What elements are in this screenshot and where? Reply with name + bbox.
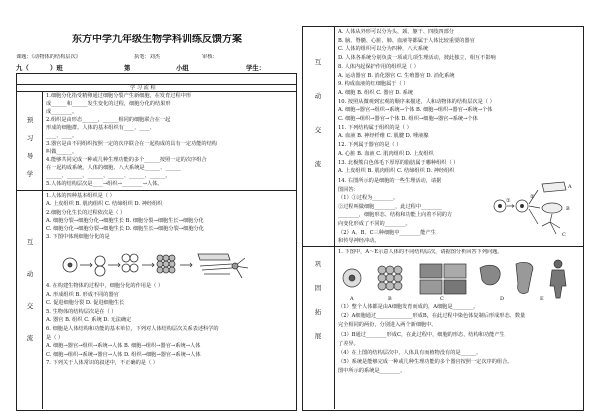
section-header: 学 习 流 程 <box>130 84 156 91</box>
question-line: （3）B通过________形成C，在此过程中，细胞的形态、结构和功能产生 <box>338 331 505 338</box>
col-divider <box>42 91 43 409</box>
question-line: A. 上皮组织 B. 肌肉组织 C. 结缔组织 D. 神经组织 <box>338 168 455 175</box>
side-char: 互 <box>314 58 322 66</box>
interact-side-label-right <box>310 58 326 168</box>
interact-side-label <box>22 238 38 342</box>
preview-line: 4.能够共同完成一种或几种生理功能的多个______按照一定的次序组合 <box>46 157 207 163</box>
question-line: A. 器官 B. 组织 C. 系统 D. 无法确定 <box>46 317 132 324</box>
group-label-b: 小组 <box>176 64 189 72</box>
question-line: A. 血液 B. 神经纤维 C. 肌腱 D. 唾液腺 <box>338 133 429 140</box>
cycle-step-1: ① <box>506 198 511 204</box>
cell-label-b: B <box>566 206 570 212</box>
question-line: D. 人体各系统分别负责一项或几项生理活动，彼此独立，相互不影响 <box>338 55 496 62</box>
question-line: 11. 下列结构属于组织的是（ ） <box>338 124 412 131</box>
question-line: （4）在上图的结构层次中，人体具有而植物没有的是______。 <box>338 350 482 357</box>
question-line: A. 细胞 B. 组织 C. 器官 D. 系统 <box>338 89 413 96</box>
question-line: ②过程叫做细胞________，此过程中________ <box>338 203 442 210</box>
page-title: 东方中学九年级生物学科训练反馈方案 <box>72 34 242 45</box>
question-line: 8. 人体内起保护作用的组织是（ ） <box>338 63 419 70</box>
question-line: ________，细胞形态、结构和功能上向着不同的方 <box>338 212 453 219</box>
question-line: 14. 右图所示的是细胞的一些生理活动，请据 <box>338 178 442 184</box>
topic-label: 课题：《动物体的结构层次》 <box>16 54 81 60</box>
cycle-step-2: ② <box>530 194 535 200</box>
preview-line: 形成的细胞群。人体的基本组织有____、____、 <box>46 125 155 131</box>
question-line: C. 细胞分化→细胞分裂→细胞生长 D. 细胞生长→细胞分裂→细胞分化 <box>46 226 204 233</box>
preview-line: 成________。 <box>46 109 78 115</box>
side-char: 学 <box>26 170 34 178</box>
side-char: 固 <box>314 284 322 292</box>
question-line: 了差异。 <box>338 340 359 347</box>
preview-block <box>46 92 292 188</box>
row-divider <box>16 84 296 85</box>
side-char: 互 <box>26 238 34 246</box>
question-line: （5）系统是能够完成一种或几种生理功能的多个器官按照一定次序的组合。 <box>338 359 513 366</box>
consolidate-side-label <box>310 260 326 340</box>
question-line: B. 脑、脊髓、心脏、肺、血液等都属于人体比较重要的器官 <box>338 37 475 44</box>
side-char: 预 <box>26 116 34 124</box>
preview-line: 5.人体的结构层次是____→组织→________→人体。 <box>46 181 163 187</box>
question-line: 12. 下列属于器官的是（ ） <box>338 142 402 149</box>
question-line: （1）整个人体都是由A细胞发育而成的，A细胞是________。 <box>338 304 479 310</box>
struct-label-a: A <box>350 296 354 302</box>
row-divider <box>302 246 583 247</box>
interact-block <box>46 192 292 242</box>
side-char: 展 <box>314 332 322 340</box>
question-line: 13. 北极熊白色体毛下厚厚的脂肪属于哪种组织（ ） <box>338 159 459 166</box>
side-char: 交 <box>26 302 34 310</box>
preview-line: ____、____。 <box>46 133 78 139</box>
question-line: （1）①过程为________。 <box>338 195 399 202</box>
question-line: A. 运动器官 B. 消化器官 C. 生殖器官 D. 消化系统 <box>338 72 455 79</box>
grade-label: 九（ <box>16 64 29 72</box>
question-line: 10. 按照从微观到宏观的顺序来描述，人和动物体的结构层次是（ ） <box>338 98 495 105</box>
side-char: 流 <box>26 334 34 342</box>
question-line: A. 人体从外形可以分为头、颈、躯干、四肢四部分 <box>338 29 454 35</box>
question-line: 1.人体的四种基本组织是（ ） <box>46 193 115 199</box>
question-line: （2）A、B、C三种细胞中________能产生 <box>338 229 436 236</box>
right-question-block-14 <box>338 177 490 246</box>
preview-line: 成______和______发生变化的过程，细胞分化的结果形 <box>46 101 171 107</box>
question-line: A. 心脏 B. 血液 C. 肌肉组织 D. 上皮组织 <box>338 150 434 157</box>
author-label: 执笔：刘杰 <box>134 54 160 60</box>
question-line: 图中所示的系统是________。 <box>338 368 406 375</box>
question-line: 是（ ） <box>46 334 64 341</box>
question-line: C. 细胞→组织→系统→器官→人体 D. 组织→细胞→器官→系统→人体 <box>46 351 201 358</box>
preview-line: 2.组织是由形态______，______相同的细胞联合在一起 <box>46 117 171 123</box>
struct-label-e: E <box>540 296 544 302</box>
preview-line: 在一起构成系统。人体的细胞、八大系统是______、______ <box>46 165 181 171</box>
struct-label-d: D <box>500 296 505 302</box>
right-question-block <box>338 28 578 176</box>
question-line: 7. 下列关于人体常识的叙述中，不正确的是（ ） <box>46 360 158 367</box>
question-line: C. 细胞→组织→器官→个体 D. 组织→细胞→器官→系统→个体 <box>338 116 478 123</box>
question-line: A. 细胞分裂→细胞分化→细胞生长 B. 细胞分裂→细胞生长→细胞分化 <box>46 217 204 224</box>
question-line: 9. 构成血液的红细胞属于（ ） <box>338 81 409 88</box>
question-line: 1. 下图中，A～E示意人体的不同结构层次，请据图分析回答下列问题。 <box>338 249 503 255</box>
side-char: 习 <box>26 134 34 142</box>
question-line: （2）A细胞通过______________形成B，在此过程中染色体复制后形成形态、数量 <box>338 313 526 320</box>
question-line: A. 细胞→器官→组织→系统→人体 B. 细胞→组织→器官→系统→人体 <box>46 343 201 350</box>
question-line: 6. 细胞是人体结构和功能的基本单位，下列对人体结构层次关系表述科学的 <box>46 325 219 332</box>
cell-differentiation-figure <box>60 244 260 286</box>
question-line: C. 人体的组织可以分为四种，八大系统 <box>338 46 429 53</box>
question-line: 5. 生物体的结构层次是在（ ） <box>46 308 117 315</box>
preview-line: 叫做______。 <box>46 149 78 155</box>
structure-levels-figure <box>340 258 576 302</box>
question-line: 3. 下图中体现细胞分化的是 <box>46 234 110 241</box>
interact-block-2 <box>46 282 292 368</box>
bottom-question-block <box>338 303 578 377</box>
preview-side-label <box>22 116 38 178</box>
question-line: 向变化形成了不同的________。 <box>338 220 411 227</box>
preview-line: 3.器官是由不同组织按照一定的次序联合在一起构成的具有一定功能的结构 <box>46 141 217 147</box>
preview-line: 1.细胞分化指受精卵通过细胞分裂产生新细胞，在发育过程中形 <box>46 93 192 99</box>
student-label: 学生： <box>246 64 266 72</box>
side-char: 动 <box>26 270 34 278</box>
cell-cycle-figure <box>490 176 578 242</box>
struct-label-b: B <box>388 296 392 302</box>
row-divider <box>16 190 296 191</box>
question-line: 和传导神经冲动。 <box>338 238 380 245</box>
side-char: 流 <box>314 160 322 168</box>
reviewer-label: 审核： <box>202 54 218 60</box>
class-label: ）班 <box>50 64 63 72</box>
preview-line: ______、______、______、______、______、______。 <box>46 173 171 179</box>
side-char: 巩 <box>314 260 322 268</box>
question-line: 2.细胞分化生长的过程依次是（ ） <box>46 209 126 216</box>
col-divider <box>334 26 335 409</box>
side-char: 动 <box>314 92 322 100</box>
question-line: A. 上皮组织 B. 肌肉组织 C. 结缔组织 D. 神经组织 <box>46 201 163 208</box>
question-line: 完全相同的两份，分别进入两个新细胞中。 <box>338 322 437 329</box>
struct-label-c: C <box>440 296 444 302</box>
question-line: A. 细胞→器官→组织→系统→个体 B. 细胞→组织→器官→系统→个体 <box>338 107 493 114</box>
cell-label-c: C <box>562 232 566 238</box>
side-char: 导 <box>26 152 34 160</box>
question-line: 4. 在构建生物体的过程中，细胞分化的作用是（ ） <box>46 283 164 289</box>
question-line: C. 促进细胞分裂 D. 促进细胞生长 <box>46 300 125 307</box>
group-label-a: 第 <box>124 64 131 72</box>
side-char: 拓 <box>314 308 322 316</box>
question-line: 图回答： <box>338 186 359 193</box>
question-line: A. 形成组织 B. 形成不同的器官 <box>46 291 119 298</box>
cell-label-a: A <box>568 184 572 190</box>
side-char: 交 <box>314 126 322 134</box>
